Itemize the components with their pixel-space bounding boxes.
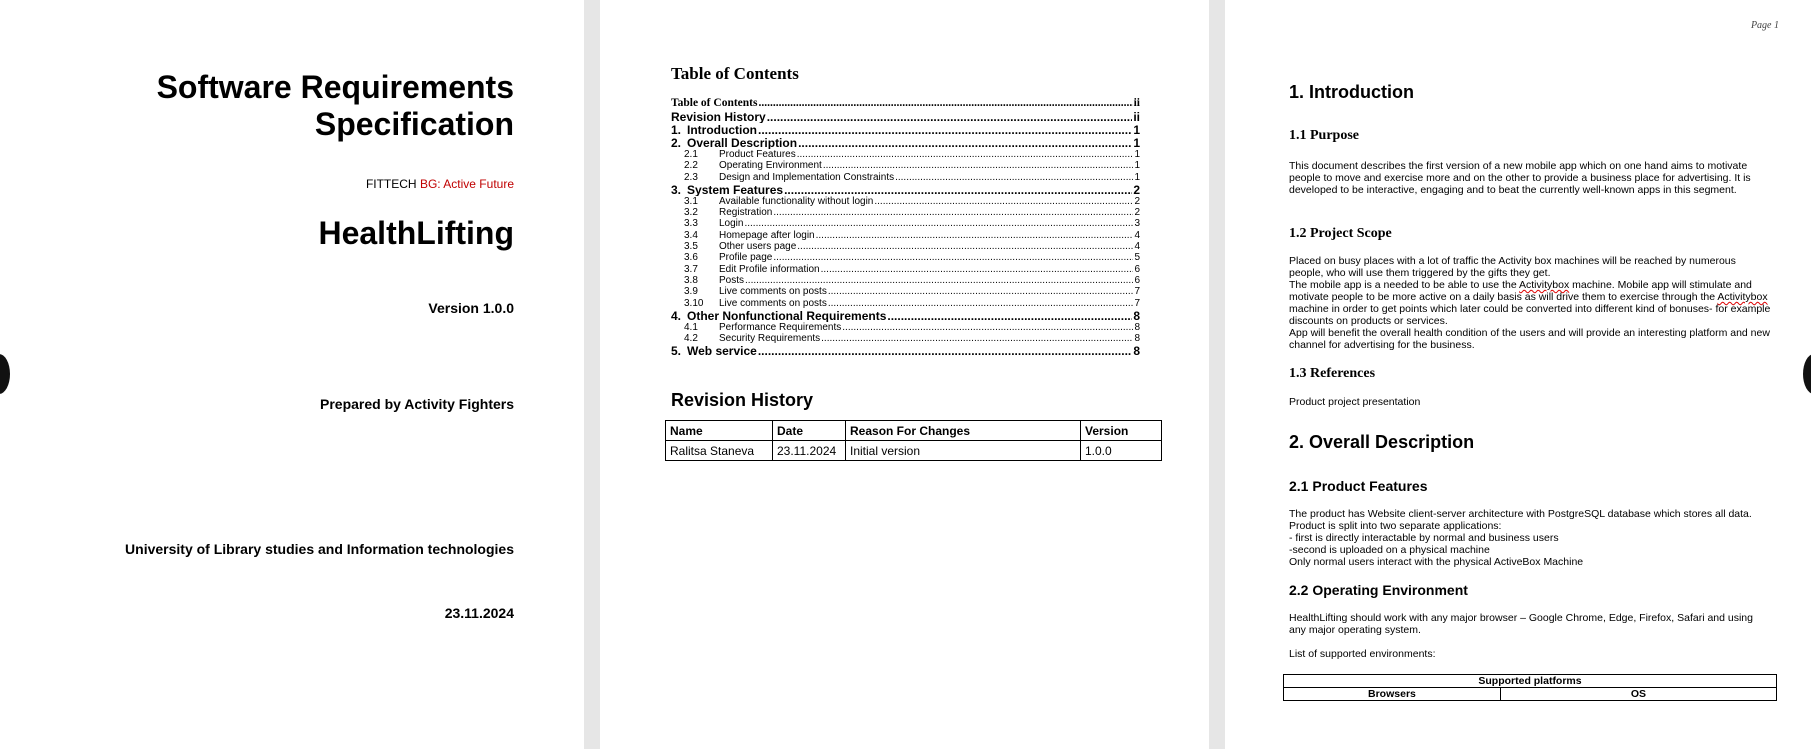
toc-page [600,0,1209,749]
toc-entry[interactable] [671,309,1140,322]
features-line-1: The product has Website client-server architecture with PostgreSQL database which stores all data. Product is split into two separate applications: [1289,508,1752,532]
toc-entry-label: Other users page [719,241,797,253]
col-reason-header: Reason For Changes [846,421,1081,441]
toc-entry-label: Edit Profile information [719,263,820,275]
col-name-header: Name [666,421,773,441]
toc-leader [758,344,1132,357]
references-text: Product project presentation [1289,396,1421,408]
cell-version: 1.0.0 [1081,441,1162,461]
toc-entry[interactable] [671,344,1140,357]
spelling-flag-activitybox: Activitybox [1519,279,1570,291]
toc-title: Table of Contents [671,64,799,83]
document-title: Software Requirements Specification [156,69,514,142]
col-os-header: OS [1500,688,1776,701]
organization-suffix: BG: Active Future [419,177,514,191]
platforms-title: Supported platforms [1284,675,1777,688]
toc-entry[interactable] [671,333,1140,344]
heading-purpose: 1.1 Purpose [1289,128,1359,143]
toc-entry-number: 3.5 [684,241,698,253]
heading-references: 1.3 References [1289,366,1376,381]
toc-entry-number: 4.2 [684,333,698,345]
toc-entry-page: 2 [1134,207,1140,219]
environment-text: HealthLifting should work with any major browser – Google Chrome, Edge, Firefox, Safari and using any major operating system. [1289,612,1753,636]
toc-entry-page: ii [1133,110,1140,123]
toc-entry-label: Table of Contents [671,97,758,109]
toc-entry-number: 3.10 [684,297,704,309]
toc-entry[interactable] [671,230,1140,241]
toc-entry-page: 4 [1134,229,1140,241]
cover-page [0,0,584,749]
toc-entry[interactable] [671,264,1140,275]
toc-entry[interactable] [671,241,1140,252]
toc-entry-number: 2.2 [684,160,698,172]
toc-entry-page: 6 [1134,274,1140,286]
scope-text [1289,255,1771,351]
toc-entry-number: 3. [671,182,682,196]
content-page [1225,0,1811,749]
toc-entry-page: 1 [1134,149,1140,160]
toc-entry[interactable] [671,160,1140,171]
toc-entry[interactable] [671,149,1140,160]
toc-entry-label: Profile page [719,252,773,264]
toc-leader [823,160,1134,171]
toc-entry-page: 8 [1134,333,1140,345]
toc-leader [816,230,1134,241]
toc-entry-page: 3 [1134,218,1140,230]
toc-entry-number: 2.1 [684,149,698,160]
toc-entry-page: 2 [1133,182,1140,196]
features-line-3: -second is uploaded on a physical machine [1289,544,1490,556]
heading-operating-environment: 2.2 Operating Environment [1289,582,1468,598]
scope-line-2 [1289,279,1771,327]
toc-entry-number: 3.2 [684,207,698,219]
toc-leader [874,196,1133,207]
table-of-contents [671,97,1140,357]
toc-entry-page: 7 [1134,297,1140,309]
features-line-4: Only normal users interact with the physical ActiveBox Machine [1289,556,1584,568]
toc-leader [797,241,1133,252]
toc-entry-number: 3.6 [684,252,698,264]
toc-leader [895,172,1133,183]
scope-line-2b: machine. Mobile app will stimulate and motivate people to be more active on a daily basis as will drive them to exercise through the [1289,279,1752,303]
organization-prefix: FITTECH [365,177,417,191]
scope-line-2c: machine in order to get points which later could be converted into different kind of bonuses- for example discounts on products or services. [1289,303,1771,327]
features-line-2: - first is directly interactable by normal and business users [1289,532,1559,544]
toc-entry-label: Product Features [719,149,796,160]
col-date-header: Date [773,421,846,441]
toc-leader [745,275,1133,286]
toc-entry-number: 3.1 [684,195,698,207]
toc-leader [744,218,1133,229]
toc-entry-page: 1 [1133,136,1140,149]
toc-leader [842,322,1133,333]
toc-leader [767,110,1133,123]
toc-entry-label: Performance Requirements [719,321,842,333]
toc-entry[interactable] [671,286,1140,297]
toc-entry-number: 4.1 [684,321,698,333]
col-version-header: Version [1081,421,1162,441]
toc-leader [887,309,1132,322]
toc-entry-number: 2. [671,136,682,149]
toc-entry-label: Posts [719,274,745,286]
toc-leader [784,183,1132,196]
toc-entry-page: 1 [1133,123,1140,136]
scope-line-3: App will benefit the overall health condition of the users and will provide an interesting platform and new channel for advertising for the business. [1289,327,1770,351]
toc-entry-label: Web service [687,344,757,358]
university: University of Library studies and Information technologies [125,541,514,557]
organization [366,177,514,191]
toc-entry-page: 2 [1134,195,1140,207]
toc-entry-page: 7 [1134,286,1140,298]
toc-entry-label: Live comments on posts [719,286,827,298]
toc-leader [758,123,1132,136]
toc-entry-label: Homepage after login [719,229,815,241]
toc-entry-number: 3.7 [684,263,698,275]
toc-entry-number: 3.4 [684,229,698,241]
toc-entry-label: Overall Description [687,136,798,149]
toc-entry-label: System Features [687,182,784,196]
version-label: Version 1.0.0 [428,300,514,316]
toc-entry-page: ii [1133,97,1140,109]
table-row [666,441,1162,461]
toc-entry[interactable] [671,136,1140,149]
environment-list-label: List of supported environments: [1289,648,1436,660]
toc-entry[interactable] [671,275,1140,286]
scroll-handle-right[interactable] [1803,354,1811,394]
toc-entry-number: 3.3 [684,218,698,230]
toc-entry-page: 8 [1134,321,1140,333]
toc-entry-page: 8 [1133,344,1140,358]
toc-entry-page: 6 [1134,263,1140,275]
toc-entry-label: Design and Implementation Constraints [719,171,895,183]
heading-product-features: 2.1 Product Features [1289,478,1428,494]
toc-entry-label: Login [719,218,744,230]
heading-project-scope: 1.2 Project Scope [1289,226,1392,241]
cover-date: 23.11.2024 [444,605,514,621]
revision-history-title: Revision History [671,390,814,410]
revision-history-table [665,420,1162,461]
toc-entry-page: 4 [1134,241,1140,253]
toc-leader [758,97,1132,109]
toc-entry-number: 3.8 [684,274,698,286]
toc-entry-page: 1 [1134,171,1140,183]
toc-entry-number: 4. [671,308,682,322]
toc-entry-label: Operating Environment [719,160,822,172]
toc-entry-page: 1 [1134,160,1140,172]
purpose-text: This document describes the first version of a new mobile app which on one hand aims to motivate people to move and exercise more and on the other to provide a business place for advertising. It is developed to be interactive, engaging and to beat the currently well-known apps in this segment. [1289,160,1751,196]
scope-line-2a: The mobile app is a needed to be able to use the [1289,279,1520,291]
toc-entry[interactable] [671,218,1140,229]
toc-entry-label: Live comments on posts [719,297,827,309]
toc-leader [797,149,1134,160]
toc-entry[interactable] [671,207,1140,218]
toc-leader [773,207,1133,218]
cell-date: 23.11.2024 [773,441,846,461]
toc-leader [821,264,1134,275]
toc-entry[interactable] [671,123,1140,136]
toc-entry-number: 5. [671,344,682,358]
toc-entry[interactable] [671,183,1140,196]
toc-entry[interactable] [671,252,1140,263]
toc-entry[interactable] [671,172,1140,183]
toc-entry-number: 2.3 [684,171,698,183]
product-name: HealthLifting [318,215,514,251]
toc-entry-label: Revision History [671,110,766,123]
col-browsers-header: Browsers [1284,688,1501,701]
toc-leader [828,286,1134,297]
toc-entry-label: Registration [719,207,773,219]
toc-entry-label: Introduction [687,123,757,136]
toc-leader [773,252,1133,263]
toc-entry-label: Other Nonfunctional Requirements [687,308,887,322]
scroll-handle-left[interactable] [0,354,10,394]
cell-reason: Initial version [846,441,1081,461]
heading-introduction: 1. Introduction [1289,82,1414,102]
features-text [1289,508,1771,568]
toc-leader [798,136,1132,149]
toc-entry[interactable] [671,322,1140,333]
supported-platforms-table [1283,674,1777,701]
toc-entry[interactable] [671,97,1140,110]
toc-leader [821,333,1133,344]
toc-leader [828,298,1134,309]
cell-name: Ralitsa Staneva [666,441,773,461]
spelling-flag-activitybox-2: Activitybox [1717,291,1768,303]
page-number: Page 1 [1750,20,1779,31]
toc-entry-number: 3.9 [684,286,698,298]
toc-entry[interactable] [671,110,1140,123]
toc-entry[interactable] [671,298,1140,309]
heading-overall-description: 2. Overall Description [1289,432,1475,452]
prepared-by: Prepared by Activity Fighters [320,396,514,412]
toc-entry-label: Security Requirements [719,333,821,345]
toc-entry-page: 8 [1133,308,1140,322]
toc-entry[interactable] [671,196,1140,207]
scope-line-1: Placed on busy places with a lot of traffic the Activity box machines will be reached by numerous people, who will use them triggered by the gifts they get. [1289,255,1736,279]
toc-entry-number: 1. [671,123,682,136]
toc-entry-page: 5 [1134,252,1140,264]
toc-entry-label: Available functionality without login [719,195,874,207]
